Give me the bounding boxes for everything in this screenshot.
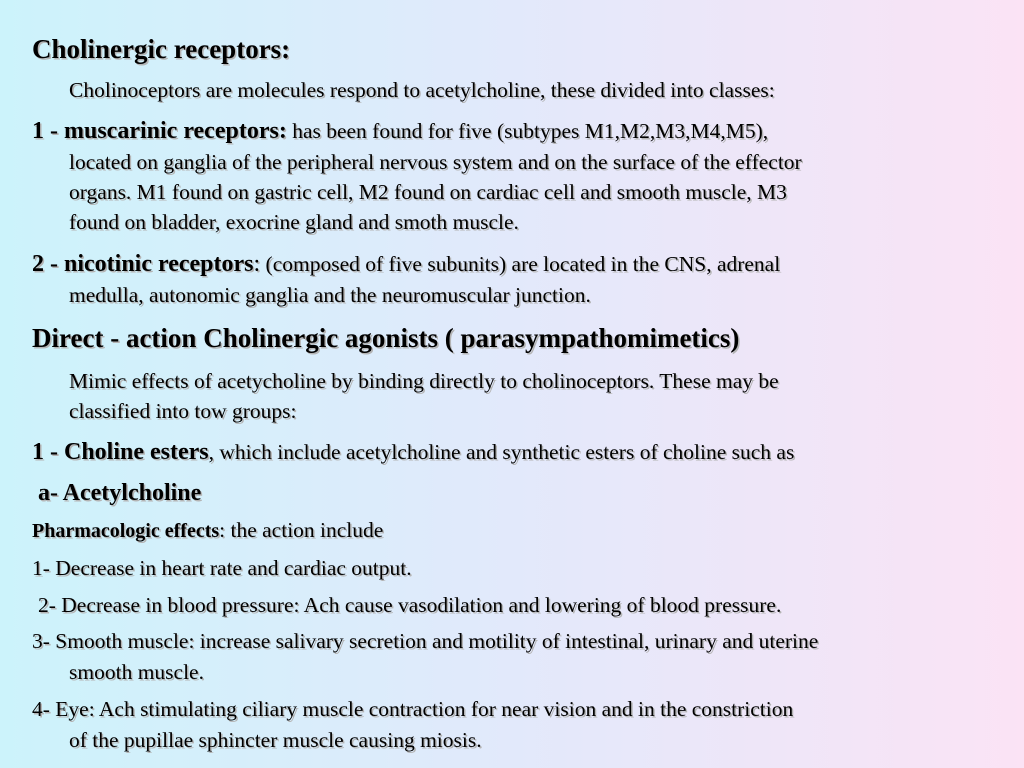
muscarinic-text-3: organs. M1 found on gastric cell, M2 found on cardiac cell and smooth muscle, M3 bbox=[69, 180, 787, 204]
muscarinic-paragraph-line-1 bbox=[32, 119, 768, 143]
acetylcholine-heading bbox=[38, 481, 201, 505]
effect-item-2 bbox=[38, 595, 781, 617]
effect-item-4-text-2: of the pupillae sphincter muscle causing miosis. bbox=[69, 728, 482, 752]
agonists-heading-text: Direct - action Cholinergic agonists ( parasympathomimetics) bbox=[32, 323, 740, 353]
slide-title bbox=[32, 36, 290, 63]
mimic-text-2: classified into tow groups: bbox=[69, 399, 297, 423]
acetylcholine-heading-text: a- Acetylcholine bbox=[38, 480, 202, 506]
nicotinic-label: 2 - nicotinic receptors bbox=[32, 251, 254, 277]
effect-item-4-text-1: 4- Eye: Ach stimulating ciliary muscle contraction for near vision and in the constriction bbox=[32, 697, 794, 721]
pharmacologic-effects-label: Pharmacologic effects bbox=[32, 520, 220, 542]
effect-item-4-line-2 bbox=[69, 730, 482, 752]
muscarinic-text-1: has been found for five (subtypes M1,M2,M3,M4,M5), bbox=[286, 119, 769, 143]
effect-item-3-line-1 bbox=[32, 631, 818, 653]
effect-item-3-line-2 bbox=[69, 662, 204, 684]
pharmacologic-effects-line bbox=[32, 520, 383, 542]
nicotinic-colon: : bbox=[253, 251, 261, 277]
intro-text-content: Cholinoceptors are molecules respond to acetylcholine, these divided into classes: bbox=[69, 78, 775, 102]
intro-text bbox=[69, 80, 775, 102]
effect-item-3-text-1: 3- Smooth muscle: increase salivary secretion and motility of intestinal, urinary and uterine bbox=[32, 629, 819, 653]
effect-item-2-text: 2- Decrease in blood pressure: Ach cause vasodilation and lowering of blood pressure. bbox=[38, 593, 782, 617]
choline-esters-text: , which include acetylcholine and synthetic esters of choline such as bbox=[208, 440, 795, 464]
choline-esters-label: 1 - Choline esters bbox=[32, 439, 209, 465]
muscarinic-label: 1 - muscarinic receptors: bbox=[32, 118, 287, 144]
muscarinic-paragraph-line-2 bbox=[69, 152, 802, 174]
nicotinic-text-2: medulla, autonomic ganglia and the neuromuscular junction. bbox=[69, 283, 591, 307]
effect-item-3-text-2: smooth muscle. bbox=[69, 660, 204, 684]
muscarinic-paragraph-line-3 bbox=[69, 182, 787, 204]
agonists-heading bbox=[32, 325, 739, 352]
slide-title-text: Cholinergic receptors: bbox=[32, 34, 291, 64]
muscarinic-text-4: found on bladder, exocrine gland and smoth muscle. bbox=[69, 210, 519, 234]
mimic-text-1: Mimic effects of acetycholine by binding directly to cholinoceptors. These may be bbox=[69, 369, 779, 393]
effect-item-1-text: 1- Decrease in heart rate and cardiac output. bbox=[32, 556, 412, 580]
pharmacologic-effects-text: : the action include bbox=[219, 518, 384, 542]
mimic-paragraph-line-2 bbox=[69, 401, 297, 423]
effect-item-1 bbox=[32, 558, 412, 580]
choline-esters-paragraph bbox=[32, 440, 794, 464]
nicotinic-paragraph-line-2 bbox=[69, 285, 591, 307]
mimic-paragraph-line-1 bbox=[69, 371, 779, 393]
muscarinic-paragraph-line-4 bbox=[69, 212, 519, 234]
nicotinic-paragraph-line-1 bbox=[32, 252, 780, 276]
effect-item-4-line-1 bbox=[32, 699, 793, 721]
muscarinic-text-2: located on ganglia of the peripheral nervous system and on the surface of the effector bbox=[69, 150, 802, 174]
nicotinic-text-1: (composed of five subunits) are located in the CNS, adrenal bbox=[260, 252, 781, 276]
